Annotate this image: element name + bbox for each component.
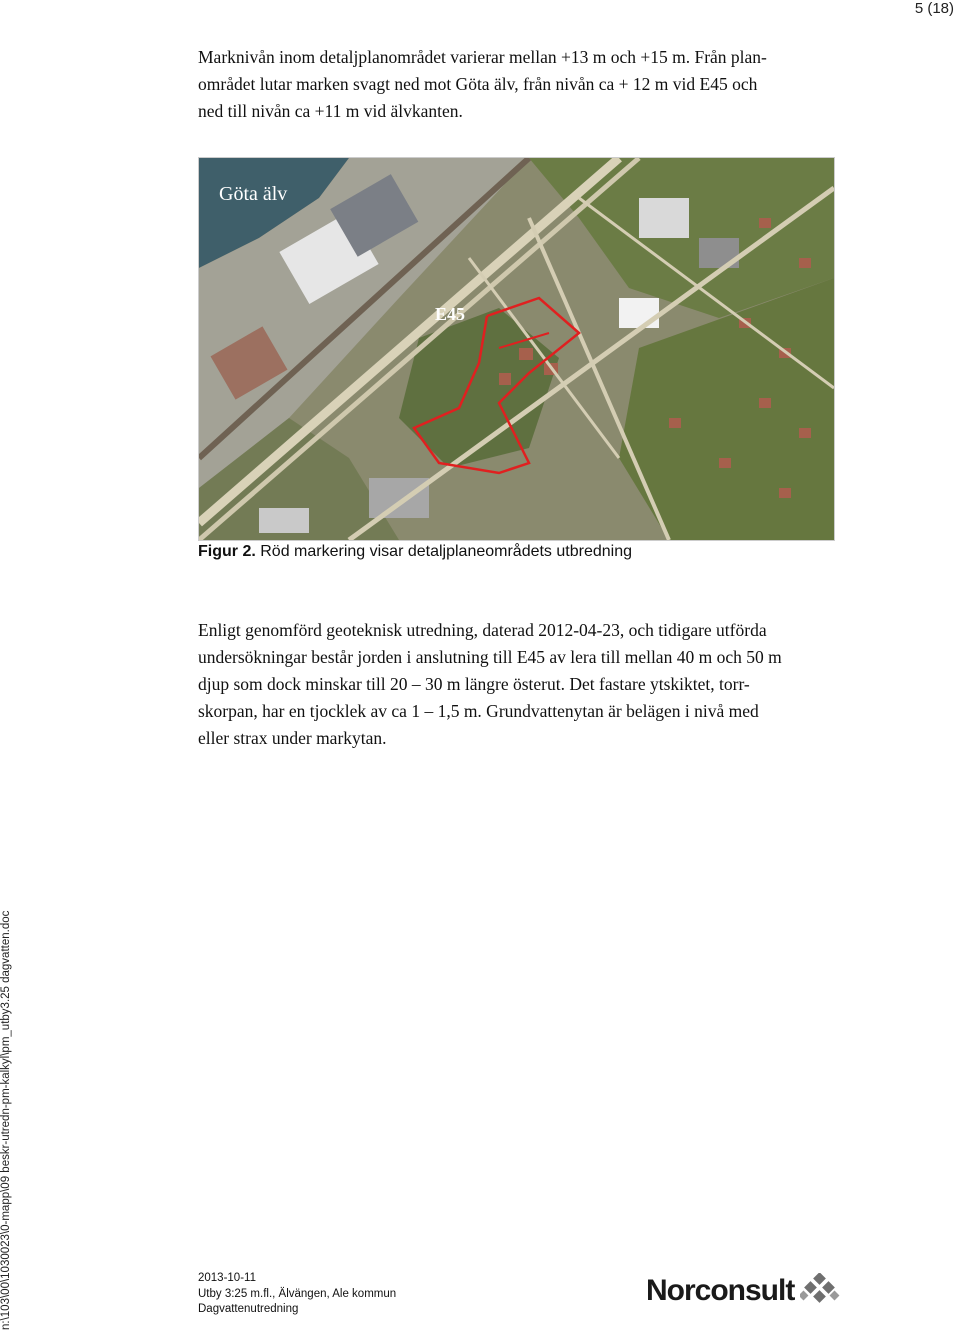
intro-line: området lutar marken svagt ned mot Göta älv, från nivån ca + 12 m vid E45 och	[198, 74, 758, 94]
figure-caption	[198, 543, 632, 561]
footer-title: Dagvattenutredning	[198, 1303, 299, 1315]
body-line: undersökningar består jorden i anslutning till E45 av lera till mellan 40 m och 50 m	[198, 647, 782, 667]
aerial-map-figure	[198, 157, 835, 541]
body-line: eller strax under markytan.	[198, 728, 387, 748]
body-line: Enligt genomförd geoteknisk utredning, daterad 2012-04-23, och tidigare utförda	[198, 620, 767, 640]
map-label-road: E45	[435, 304, 466, 324]
logo-diamond-icon	[800, 1273, 840, 1309]
body-line: djup som dock minskar till 20 – 30 m längre österut. Det fastare ytskiktet, torr-	[198, 674, 750, 694]
body-line: skorpan, har en tjocklek av ca 1 – 1,5 m. Grundvattenytan är belägen i nivå med	[198, 701, 759, 721]
aerial-map	[199, 158, 834, 540]
footer	[198, 1271, 396, 1318]
footer-project: Utby 3:25 m.fl., Älvängen, Ale kommun	[198, 1287, 397, 1300]
page-number: 5 (18)	[914, 0, 954, 17]
figure-caption-text: Röd markering visar detaljplaneområdets utbredning	[260, 543, 632, 560]
intro-line: ned till nivån ca +11 m vid älvkanten.	[198, 101, 463, 121]
logo-text: Norconsult	[646, 1274, 795, 1307]
body-paragraph	[198, 617, 838, 752]
figure-label: Figur 2.	[198, 543, 256, 560]
intro-paragraph	[198, 44, 838, 125]
file-path-margin: n:\103\00\1030023\0-mapp\09 beskr-utredn-pm-kalkyl\pm_utby3.25 dagvatten.doc	[0, 910, 12, 1330]
norconsult-logo	[646, 1273, 840, 1309]
footer-date: 2013-10-11	[198, 1272, 256, 1284]
intro-line: Marknivån inom detaljplanområdet varierar mellan +13 m och +15 m. Från plan-	[198, 47, 767, 67]
map-label-river: Göta älv	[219, 183, 288, 205]
